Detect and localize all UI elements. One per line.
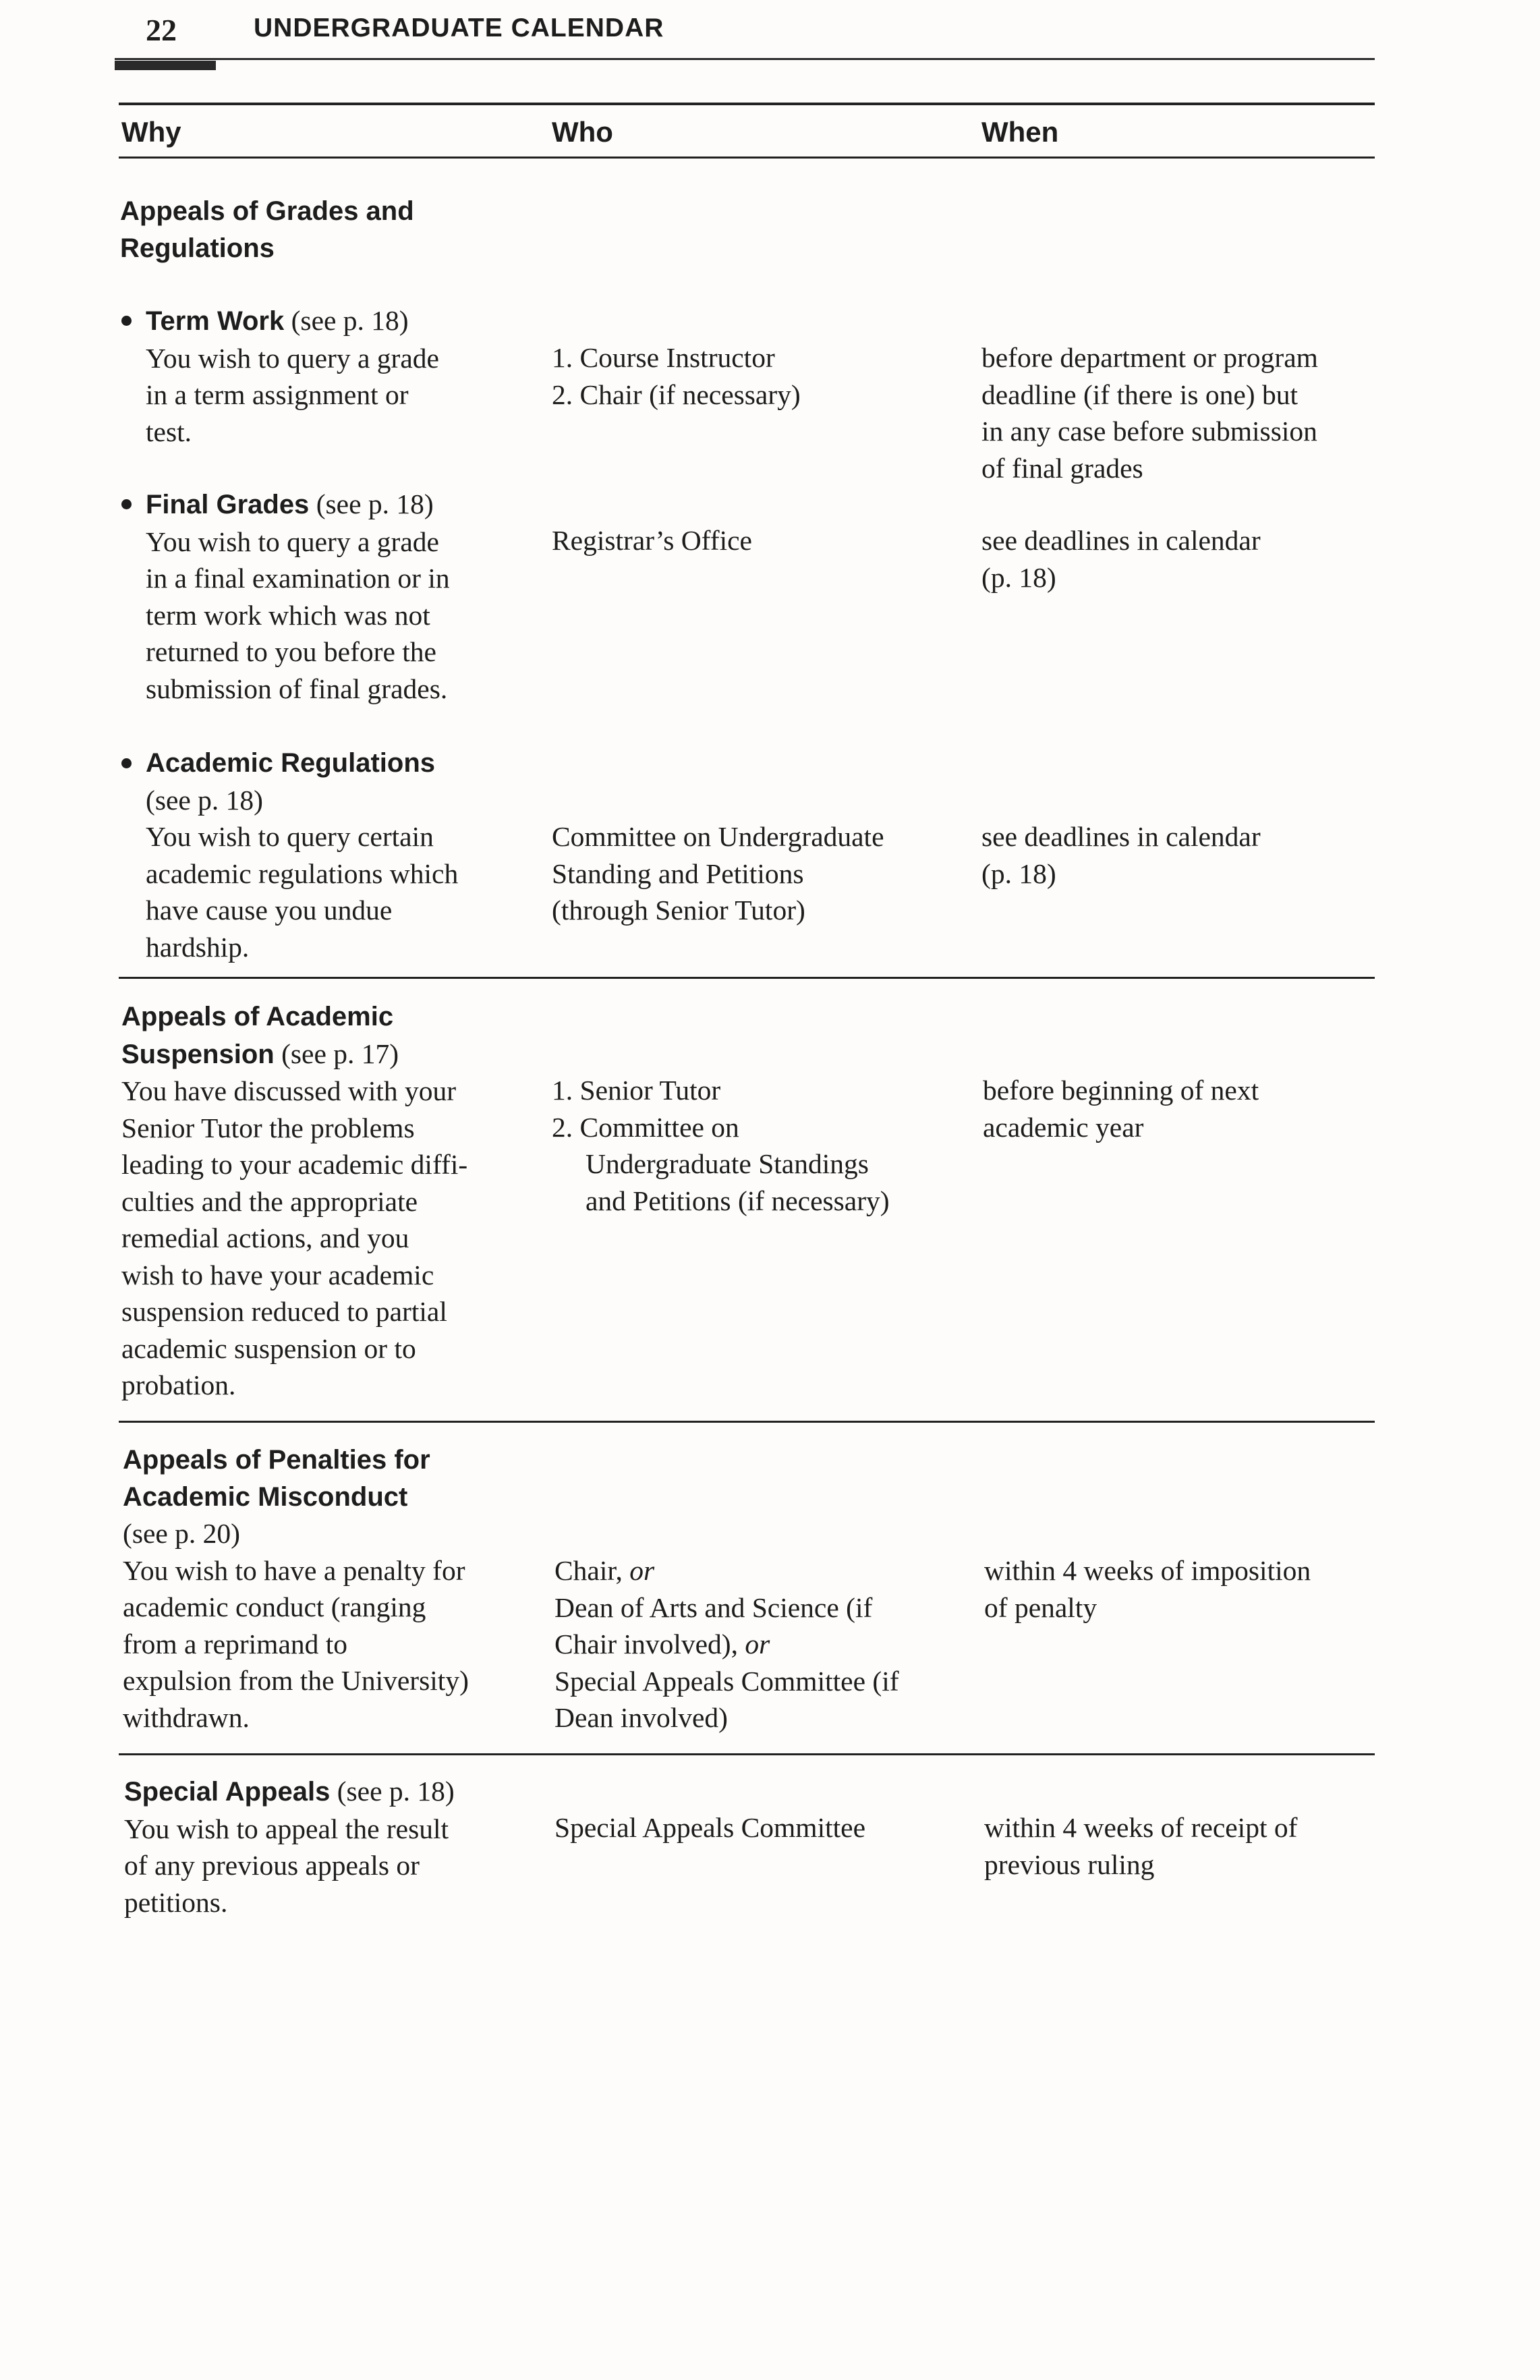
final-grades-heading: Final Grades <box>146 490 310 519</box>
misconduct-who: Chair, or Dean of Arts and Science (if Chair involved), or Special Appeals Committee (if Dean involved) <box>554 1555 899 1733</box>
bullet-icon <box>121 499 132 509</box>
running-title: UNDERGRADUATE CALENDAR <box>254 13 664 42</box>
academic-regulations-when: see deadlines in calendar (p. 18) <box>981 821 1261 889</box>
final-grades-when: see deadlines in calendar (p. 18) <box>981 525 1261 593</box>
term-work-who: 1. Course Instructor 2. Chair (if necessary) <box>552 342 801 410</box>
section-rule <box>119 1421 1375 1423</box>
special-appeals-title: Special Appeals <box>124 1777 331 1807</box>
column-header-who: Who <box>552 116 613 148</box>
term-work-why: Term Work (see p. 18) You wish to query a grade in a term assignment or test. <box>146 302 439 450</box>
header-rule <box>115 58 1375 60</box>
final-grades-why: Final Grades (see p. 18) You wish to query a grade in a final examination or in term work which was not returned to you before the submission of final grades. <box>146 486 450 707</box>
bullet-icon <box>121 758 132 768</box>
column-header-when: When <box>981 116 1059 148</box>
section-title-grades: Appeals of Grades and Regulations <box>120 196 414 263</box>
special-appeals-when: within 4 weeks of receipt of previous ruling <box>984 1812 1298 1880</box>
term-work-when: before department or program deadline (if there is one) but in any case before submission of final grades <box>981 342 1318 484</box>
misconduct-why: Appeals of Penalties for Academic Misconduct (see p. 20) You wish to have a penalty for academic conduct (ranging from a reprimand to expulsion from the University) withdrawn. <box>123 1442 469 1736</box>
final-grades-who: Registrar’s Office <box>552 525 752 556</box>
column-header-why: Why <box>121 116 181 148</box>
suspension-who: 1. Senior Tutor 2. Committee on Undergraduate Standings and Petitions (if necessary) <box>552 1075 890 1216</box>
suspension-when: before beginning of next academic year <box>983 1075 1259 1143</box>
misconduct-title: Appeals of Penalties for <box>123 1445 430 1475</box>
page-number: 22 <box>146 13 177 47</box>
table-header-rule <box>119 157 1375 159</box>
suspension-title: Appeals of Academic <box>121 1002 394 1031</box>
section-rule <box>119 1753 1375 1755</box>
academic-regulations-who: Committee on Undergraduate Standing and Petitions (through Senior Tutor) <box>552 821 884 926</box>
term-work-heading: Term Work <box>146 306 285 336</box>
misconduct-when: within 4 weeks of imposition of penalty <box>984 1555 1311 1623</box>
suspension-why: Appeals of Academic Suspension (see p. 17) You have discussed with your Senior Tutor the problems leading to your academic diffi- culties and the appropriate remedial actions, and you wish to have your academic suspension reduced to partial academic suspension or to probation. <box>121 998 467 1404</box>
header-block <box>115 61 216 70</box>
academic-regulations-why: Academic Regulations (see p. 18) You wish to query certain academic regulations which have cause you undue hardship. <box>146 745 458 965</box>
academic-regulations-heading: Academic Regulations <box>146 748 436 778</box>
bullet-icon <box>121 316 132 326</box>
section-rule <box>119 977 1375 979</box>
special-appeals-why: Special Appeals (see p. 18) You wish to appeal the result of any previous appeals or petitions. <box>124 1776 455 1918</box>
special-appeals-who: Special Appeals Committee <box>554 1812 866 1843</box>
table-top-rule <box>119 103 1375 105</box>
